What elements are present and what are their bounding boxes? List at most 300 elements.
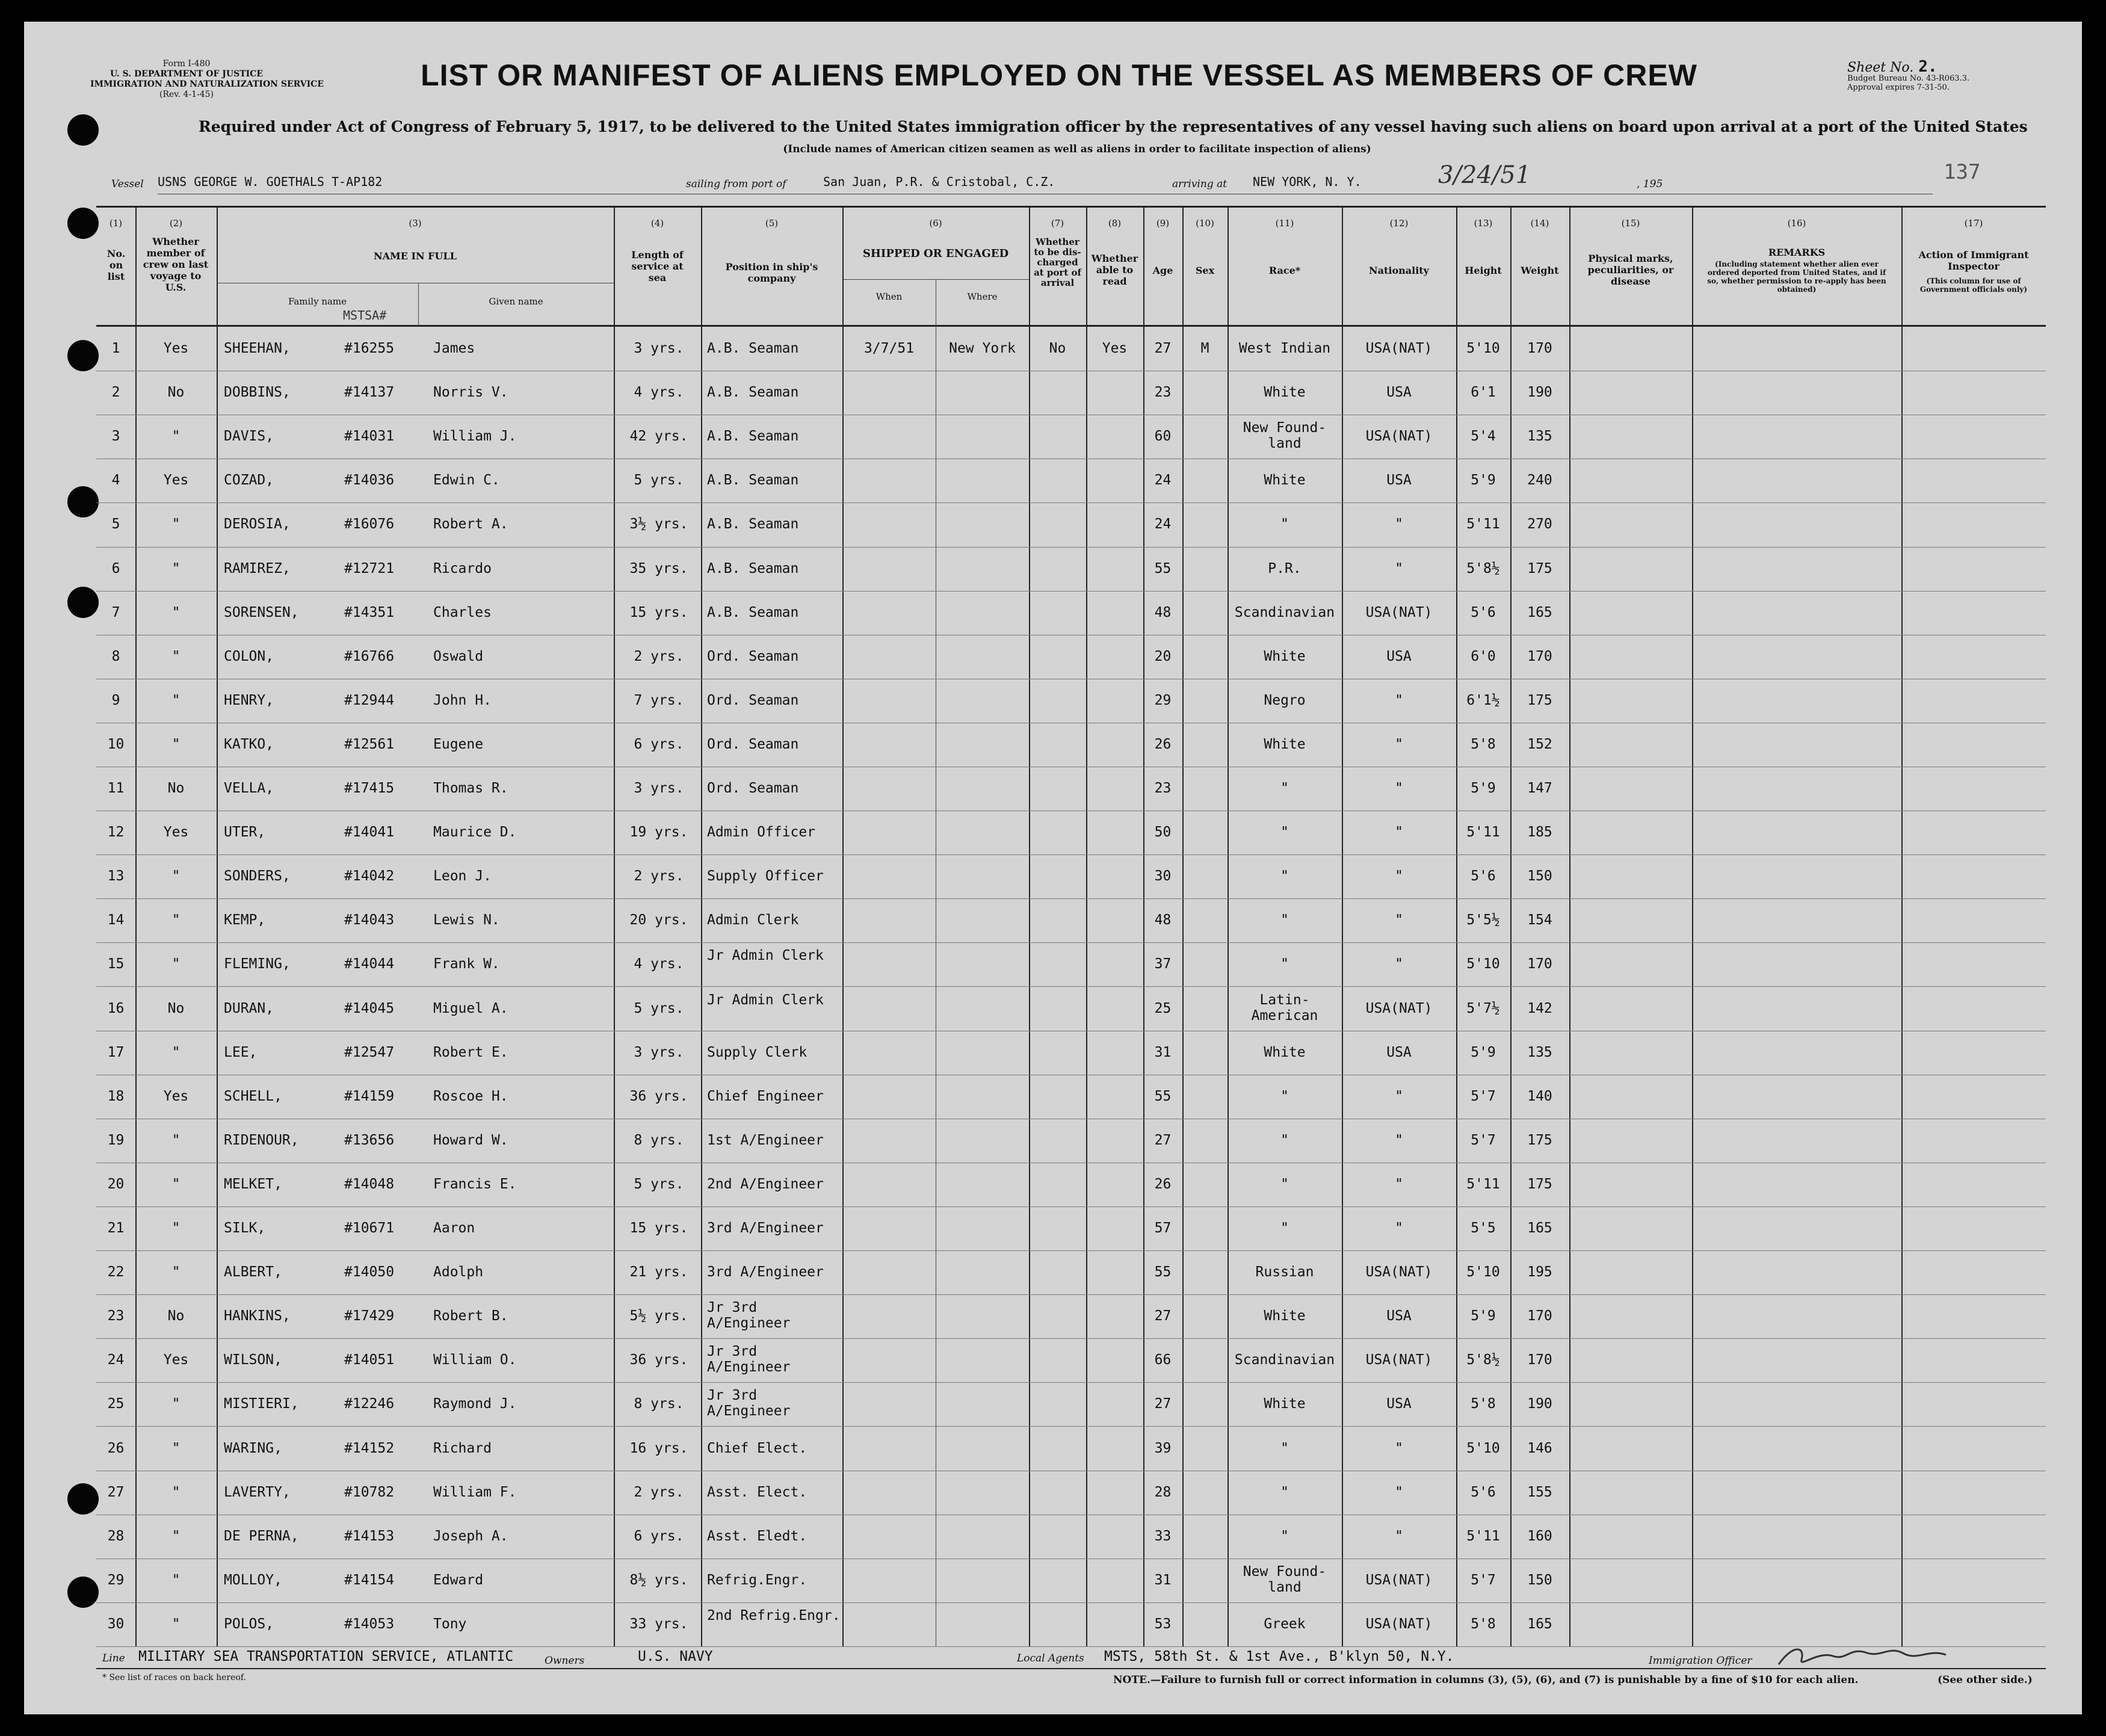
family-name-cell: ALBERT, bbox=[224, 1264, 282, 1280]
col-12-header: Nationality bbox=[1369, 265, 1429, 276]
agents-value: MSTS, 58th St. & 1st Ave., B'klyn 50, N.Y. bbox=[1104, 1649, 1454, 1664]
position-cell: Supply Clerk bbox=[707, 1045, 808, 1060]
col-3b-header: Given name bbox=[489, 296, 543, 307]
race-cell: Scandinavian bbox=[1234, 605, 1335, 620]
given-name-cell: Frank W. bbox=[433, 956, 500, 972]
family-name-cell: KATKO, bbox=[224, 737, 274, 752]
given-name-cell: Roscoe H. bbox=[433, 1089, 508, 1104]
height-cell: 5'10 bbox=[1466, 1441, 1500, 1456]
col-3-header: NAME IN FULL bbox=[373, 250, 457, 262]
sheet-block bbox=[1847, 58, 1970, 92]
column-rule bbox=[1182, 206, 1184, 1647]
position-cell: Jr 3rd A/Engineer bbox=[707, 1344, 791, 1375]
position-cell: Asst. Elect. bbox=[707, 1484, 808, 1500]
punch-hole bbox=[67, 587, 99, 618]
col-5-header: Position in ship's company bbox=[725, 261, 818, 284]
given-name-cell: Miguel A. bbox=[433, 1001, 508, 1016]
position-cell: Chief Elect. bbox=[707, 1441, 808, 1456]
last-voyage-cell: " bbox=[171, 1528, 181, 1544]
family-name-cell: LAVERTY, bbox=[224, 1484, 291, 1500]
last-voyage-cell: " bbox=[171, 1176, 181, 1192]
row-number: 16 bbox=[107, 1001, 125, 1016]
mstsa-number-cell: #10671 bbox=[344, 1220, 395, 1236]
service-length-cell: 15 yrs. bbox=[629, 605, 688, 620]
age-cell: 23 bbox=[1154, 780, 1172, 796]
nationality-cell: USA(NAT) bbox=[1365, 428, 1433, 444]
given-name-cell: Richard bbox=[433, 1441, 492, 1456]
position-cell: A.B. Seaman bbox=[707, 385, 799, 400]
race-cell: " bbox=[1280, 516, 1289, 532]
punch-hole bbox=[67, 340, 99, 371]
race-cell: Greek bbox=[1264, 1616, 1306, 1632]
nationality-cell: " bbox=[1395, 1176, 1403, 1192]
mstsa-number-cell: #14044 bbox=[344, 956, 395, 972]
row-rule bbox=[96, 1250, 2046, 1251]
officer-label: Immigration Officer bbox=[1649, 1655, 1752, 1667]
age-cell: 31 bbox=[1154, 1045, 1172, 1060]
weight-cell: 150 bbox=[1527, 1572, 1552, 1588]
family-name-cell: KEMP, bbox=[224, 912, 266, 928]
service-length-cell: 5½ yrs. bbox=[629, 1308, 688, 1324]
last-voyage-cell: Yes bbox=[163, 341, 189, 356]
service-length-cell: 5 yrs. bbox=[634, 1176, 684, 1192]
height-cell: 5'6 bbox=[1471, 868, 1496, 884]
race-cell: Negro bbox=[1264, 693, 1306, 708]
family-name-cell: SORENSEN, bbox=[224, 605, 299, 620]
service-length-cell: 36 yrs. bbox=[629, 1089, 688, 1104]
nationality-cell: " bbox=[1395, 956, 1403, 972]
row-number: 2 bbox=[111, 385, 120, 400]
service-length-cell: 3½ yrs. bbox=[629, 516, 688, 532]
position-cell: A.B. Seaman bbox=[707, 341, 799, 356]
age-cell: 26 bbox=[1154, 737, 1172, 752]
family-name-cell: UTER, bbox=[224, 824, 266, 840]
last-voyage-cell: " bbox=[171, 737, 181, 752]
position-cell: Refrig.Engr. bbox=[707, 1572, 808, 1588]
column-rule bbox=[614, 206, 615, 1647]
col-3a-handwritten: MSTSA# bbox=[343, 308, 387, 323]
col-16-number: (16) bbox=[1787, 218, 1806, 229]
mstsa-number-cell: #16076 bbox=[344, 516, 395, 532]
race-cell: " bbox=[1280, 780, 1289, 796]
row-number: 1 bbox=[111, 341, 120, 356]
weight-cell: 170 bbox=[1527, 1352, 1552, 1368]
form-number: Form I-480 bbox=[162, 59, 211, 69]
position-cell: Chief Engineer bbox=[707, 1089, 824, 1104]
mstsa-number-cell: #14051 bbox=[344, 1352, 395, 1368]
height-cell: 5'11 bbox=[1466, 824, 1500, 840]
age-cell: 48 bbox=[1154, 912, 1172, 928]
race-cell: " bbox=[1280, 1176, 1289, 1192]
age-cell: 27 bbox=[1154, 1132, 1172, 1148]
race-cell: " bbox=[1280, 1484, 1289, 1500]
height-cell: 5'11 bbox=[1466, 1176, 1500, 1192]
row-rule bbox=[96, 1558, 2046, 1559]
family-name-cell: SILK, bbox=[224, 1220, 266, 1236]
age-cell: 39 bbox=[1154, 1441, 1172, 1456]
last-voyage-cell: " bbox=[171, 1441, 181, 1456]
col-10-number: (10) bbox=[1196, 218, 1214, 229]
row-rule bbox=[96, 1338, 2046, 1339]
age-cell: 27 bbox=[1154, 1396, 1172, 1412]
page-title: LIST OR MANIFEST OF ALIENS EMPLOYED ON THE VESSEL AS MEMBERS OF CREW bbox=[421, 58, 1697, 92]
col-8-number: (8) bbox=[1108, 218, 1122, 229]
nationality-cell: " bbox=[1395, 868, 1403, 884]
nationality-cell: USA bbox=[1386, 1045, 1412, 1060]
weight-cell: 175 bbox=[1527, 1176, 1552, 1192]
weight-cell: 190 bbox=[1527, 1396, 1552, 1412]
mstsa-number-cell: #14351 bbox=[344, 605, 395, 620]
sailing-label: sailing from port of bbox=[686, 178, 786, 190]
given-name-cell: Edward bbox=[433, 1572, 484, 1588]
weight-cell: 142 bbox=[1527, 1001, 1552, 1016]
nationality-cell: USA bbox=[1386, 472, 1412, 488]
race-cell: White bbox=[1264, 1396, 1306, 1412]
row-rule bbox=[96, 591, 2046, 592]
footer-rule bbox=[96, 1668, 2046, 1669]
arrival-date-handwritten: 3/24/51 bbox=[1438, 161, 1531, 189]
column-rule bbox=[1086, 206, 1087, 1647]
service-length-cell: 3 yrs. bbox=[634, 341, 684, 356]
position-cell: Jr 3rd A/Engineer bbox=[707, 1388, 791, 1419]
col-11-number: (11) bbox=[1275, 218, 1294, 229]
last-voyage-cell: " bbox=[171, 1220, 181, 1236]
family-name-cell: COZAD, bbox=[224, 472, 274, 488]
given-name-cell: William F. bbox=[433, 1484, 517, 1500]
height-cell: 5'10 bbox=[1466, 1264, 1500, 1280]
nationality-cell: USA bbox=[1386, 1396, 1412, 1412]
vessel-name: USNS GEORGE W. GOETHALS T-AP182 bbox=[158, 175, 383, 189]
service-length-cell: 5 yrs. bbox=[634, 1001, 684, 1016]
height-cell: 5'8 bbox=[1471, 737, 1496, 752]
race-cell: " bbox=[1280, 868, 1289, 884]
weight-cell: 154 bbox=[1527, 912, 1552, 928]
col-13-header: Height bbox=[1465, 265, 1502, 276]
mstsa-number-cell: #13656 bbox=[344, 1132, 395, 1148]
col-17-subheader: (This column for use of Government officials only) bbox=[1919, 277, 2028, 294]
age-cell: 27 bbox=[1154, 341, 1172, 356]
last-voyage-cell: " bbox=[171, 605, 181, 620]
family-name-cell: FLEMING, bbox=[224, 956, 291, 972]
age-cell: 27 bbox=[1154, 1308, 1172, 1324]
height-cell: 5'10 bbox=[1466, 956, 1500, 972]
service-length-cell: 15 yrs. bbox=[629, 1220, 688, 1236]
row-number: 15 bbox=[107, 956, 125, 972]
see-other-side: (See other side.) bbox=[1938, 1674, 2033, 1686]
mstsa-number-cell: #12944 bbox=[344, 693, 395, 708]
race-cell: White bbox=[1264, 1045, 1306, 1060]
weight-cell: 135 bbox=[1527, 1045, 1552, 1060]
mstsa-number-cell: #14050 bbox=[344, 1264, 395, 1280]
position-cell: Asst. Eledt. bbox=[707, 1528, 808, 1544]
penalty-note: NOTE.—Failure to furnish full or correct information in columns (3), (5), (6), and (7) is punishable by a fine of $10 for each alien. bbox=[1113, 1674, 1859, 1686]
form-identification bbox=[90, 59, 324, 100]
position-cell: A.B. Seaman bbox=[707, 472, 799, 488]
service-length-cell: 3 yrs. bbox=[634, 1045, 684, 1060]
given-name-cell: Lewis N. bbox=[433, 912, 500, 928]
row-number: 10 bbox=[107, 737, 125, 752]
nationality-cell: USA bbox=[1386, 385, 1412, 400]
given-name-cell: Maurice D. bbox=[433, 824, 517, 840]
family-name-cell: MISTIERI, bbox=[224, 1396, 299, 1412]
family-name-cell: DOBBINS, bbox=[224, 385, 291, 400]
height-cell: 5'8½ bbox=[1466, 561, 1500, 576]
weight-cell: 170 bbox=[1527, 956, 1552, 972]
age-cell: 55 bbox=[1154, 1089, 1172, 1104]
row-number: 27 bbox=[107, 1484, 125, 1500]
arriving-label: arriving at bbox=[1172, 178, 1227, 190]
nationality-cell: USA(NAT) bbox=[1365, 1572, 1433, 1588]
row-number: 22 bbox=[107, 1264, 125, 1280]
position-cell: Jr 3rd A/Engineer bbox=[707, 1300, 791, 1331]
race-cell: " bbox=[1280, 1441, 1289, 1456]
race-cell: " bbox=[1280, 824, 1289, 840]
position-cell: Ord. Seaman bbox=[707, 780, 799, 796]
shipped-when-cell: 3/7/51 bbox=[863, 341, 915, 356]
family-name-cell: SHEEHAN, bbox=[224, 341, 291, 356]
race-cell: West Indian bbox=[1238, 341, 1331, 356]
col-8-header: Whether able to read bbox=[1091, 253, 1138, 287]
mstsa-number-cell: #12246 bbox=[344, 1396, 395, 1412]
nationality-cell: " bbox=[1395, 737, 1403, 752]
weight-cell: 155 bbox=[1527, 1484, 1552, 1500]
last-voyage-cell: " bbox=[171, 956, 181, 972]
age-cell: 24 bbox=[1154, 472, 1172, 488]
position-cell: 3rd A/Engineer bbox=[707, 1264, 824, 1280]
service-length-cell: 8 yrs. bbox=[634, 1396, 684, 1412]
mstsa-number-cell: #14159 bbox=[344, 1089, 395, 1104]
position-cell: A.B. Seaman bbox=[707, 605, 799, 620]
weight-cell: 175 bbox=[1527, 693, 1552, 708]
row-number: 18 bbox=[107, 1089, 125, 1104]
mstsa-number-cell: #14031 bbox=[344, 428, 395, 444]
given-name-cell: Francis E. bbox=[433, 1176, 517, 1192]
sex-cell: M bbox=[1200, 341, 1209, 356]
nationality-cell: USA(NAT) bbox=[1365, 1352, 1433, 1368]
sailing-port: San Juan, P.R. & Cristobal, C.Z. bbox=[823, 175, 1055, 189]
col-9-header: Age bbox=[1152, 265, 1173, 276]
mstsa-number-cell: #17429 bbox=[344, 1308, 395, 1324]
given-name-cell: Howard W. bbox=[433, 1132, 508, 1148]
height-cell: 6'1 bbox=[1471, 385, 1496, 400]
family-name-cell: WILSON, bbox=[224, 1352, 282, 1368]
service-length-cell: 35 yrs. bbox=[629, 561, 688, 576]
nationality-cell: USA(NAT) bbox=[1365, 605, 1433, 620]
race-cell: Latin-American bbox=[1251, 992, 1318, 1024]
service-length-cell: 20 yrs. bbox=[629, 912, 688, 928]
column-rule bbox=[1029, 206, 1030, 1647]
punch-hole bbox=[67, 1577, 99, 1608]
race-cell: White bbox=[1264, 385, 1306, 400]
height-cell: 5'8 bbox=[1471, 1616, 1496, 1632]
family-name-cell: DE PERNA, bbox=[224, 1528, 299, 1544]
mstsa-number-cell: #12721 bbox=[344, 561, 395, 576]
last-voyage-cell: " bbox=[171, 693, 181, 708]
row-number: 7 bbox=[111, 605, 120, 620]
position-cell: Supply Officer bbox=[707, 868, 824, 884]
col-10-header: Sex bbox=[1195, 265, 1215, 276]
row-number: 17 bbox=[107, 1045, 125, 1060]
height-cell: 5'9 bbox=[1471, 472, 1496, 488]
nationality-cell: " bbox=[1395, 824, 1403, 840]
race-cell: New Found-land bbox=[1243, 1564, 1327, 1595]
punch-hole bbox=[67, 1483, 99, 1515]
vessel-label: Vessel bbox=[111, 178, 144, 190]
nationality-cell: USA(NAT) bbox=[1365, 1616, 1433, 1632]
family-name-cell: DURAN, bbox=[224, 1001, 274, 1016]
col-16-header: REMARKS bbox=[1768, 247, 1826, 258]
row-number: 11 bbox=[107, 780, 125, 796]
requirement-text: Required under Act of Congress of February 5, 1917, to be delivered to the United States immigration officer by the representatives of any vessel having such aliens on board upon arrival at a port of the United States bbox=[199, 118, 2028, 135]
service-length-cell: 3 yrs. bbox=[634, 780, 684, 796]
given-name-cell: Tony bbox=[433, 1616, 467, 1632]
family-name-cell: RAMIREZ, bbox=[224, 561, 291, 576]
budget-number: Budget Bureau No. 43-R063.3. bbox=[1847, 74, 1970, 83]
mstsa-number-cell: #10782 bbox=[344, 1484, 395, 1500]
column-rule bbox=[701, 206, 702, 1647]
race-cell: Russian bbox=[1255, 1264, 1314, 1280]
column-rule bbox=[217, 206, 218, 1647]
col-6b-header: Where bbox=[967, 291, 998, 302]
weight-cell: 140 bbox=[1527, 1089, 1552, 1104]
given-name-cell: Raymond J. bbox=[433, 1396, 517, 1412]
col-6a-header: When bbox=[875, 291, 903, 302]
last-voyage-cell: No bbox=[167, 385, 185, 400]
position-cell: Ord. Seaman bbox=[707, 737, 799, 752]
race-cell: " bbox=[1280, 1528, 1289, 1544]
weight-cell: 150 bbox=[1527, 868, 1552, 884]
row-rule bbox=[96, 898, 2046, 899]
weight-cell: 135 bbox=[1527, 428, 1552, 444]
service-length-cell: 6 yrs. bbox=[634, 1528, 684, 1544]
race-cell: White bbox=[1264, 649, 1306, 664]
col-6-number: (6) bbox=[929, 218, 942, 229]
row-rule bbox=[96, 854, 2046, 855]
family-name-cell: POLOS, bbox=[224, 1616, 274, 1632]
col-3a-header: Family name bbox=[288, 296, 347, 307]
line-value: MILITARY SEA TRANSPORTATION SERVICE, ATLANTIC bbox=[138, 1649, 514, 1664]
race-cell: " bbox=[1280, 1220, 1289, 1236]
mstsa-number-cell: #14154 bbox=[344, 1572, 395, 1588]
col-2-header: Whether member of crew on last voyage to U.S. bbox=[143, 236, 209, 293]
weight-cell: 270 bbox=[1527, 516, 1552, 532]
col-9-number: (9) bbox=[1156, 218, 1170, 229]
position-cell: 2nd Refrig.Engr. bbox=[707, 1608, 841, 1623]
age-cell: 53 bbox=[1154, 1616, 1172, 1632]
height-cell: 5'7 bbox=[1471, 1132, 1496, 1148]
height-cell: 5'7 bbox=[1471, 1572, 1496, 1588]
weight-cell: 160 bbox=[1527, 1528, 1552, 1544]
nationality-cell: " bbox=[1395, 1132, 1403, 1148]
position-cell: 1st A/Engineer bbox=[707, 1132, 824, 1148]
row-number: 28 bbox=[107, 1528, 125, 1544]
weight-cell: 240 bbox=[1527, 472, 1552, 488]
table-top-rule bbox=[96, 206, 2046, 208]
row-number: 25 bbox=[107, 1396, 125, 1412]
last-voyage-cell: Yes bbox=[163, 1089, 189, 1104]
height-cell: 5'8 bbox=[1471, 1396, 1496, 1412]
row-rule bbox=[96, 502, 2046, 503]
col-7-number: (7) bbox=[1051, 218, 1064, 229]
family-name-cell: MELKET, bbox=[224, 1176, 282, 1192]
race-cell: New Found-land bbox=[1243, 420, 1327, 451]
family-name-cell: DAVIS, bbox=[224, 428, 274, 444]
given-name-cell: Robert A. bbox=[433, 516, 508, 532]
col-1-number: (1) bbox=[109, 218, 123, 229]
weight-cell: 152 bbox=[1527, 737, 1552, 752]
row-number: 9 bbox=[111, 693, 120, 708]
last-voyage-cell: No bbox=[167, 1308, 185, 1324]
last-voyage-cell: " bbox=[171, 1045, 181, 1060]
family-name-cell: SCHELL, bbox=[224, 1089, 282, 1104]
row-number: 19 bbox=[107, 1132, 125, 1148]
age-cell: 48 bbox=[1154, 605, 1172, 620]
revision: (Rev. 4-1-45) bbox=[159, 90, 214, 99]
weight-cell: 170 bbox=[1527, 1308, 1552, 1324]
given-name-cell: John H. bbox=[433, 693, 492, 708]
row-number: 14 bbox=[107, 912, 125, 928]
weight-cell: 165 bbox=[1527, 1220, 1552, 1236]
service-length-cell: 42 yrs. bbox=[629, 428, 688, 444]
age-cell: 50 bbox=[1154, 824, 1172, 840]
race-cell: White bbox=[1264, 737, 1306, 752]
able-to-read-cell: Yes bbox=[1102, 341, 1128, 356]
nationality-cell: USA(NAT) bbox=[1365, 341, 1433, 356]
owners-value: U.S. NAVY bbox=[638, 1649, 713, 1664]
col-15-header: Physical marks, peculiarities, or disease bbox=[1587, 253, 1674, 287]
service-length-cell: 4 yrs. bbox=[634, 385, 684, 400]
height-cell: 5'7 bbox=[1471, 1089, 1496, 1104]
family-name-cell: COLON, bbox=[224, 649, 274, 664]
nationality-cell: " bbox=[1395, 1484, 1403, 1500]
family-name-cell: DEROSIA, bbox=[224, 516, 291, 532]
header-bottom-rule bbox=[96, 325, 2046, 327]
col-17-number: (17) bbox=[1964, 218, 1983, 229]
col-4-header: Length of service at sea bbox=[631, 249, 684, 283]
last-voyage-cell: Yes bbox=[163, 1352, 189, 1368]
col-6-header: SHIPPED OR ENGAGED bbox=[862, 247, 1009, 260]
service-length-cell: 8½ yrs. bbox=[629, 1572, 688, 1588]
column-rule bbox=[1569, 206, 1570, 1647]
given-name-cell: Robert E. bbox=[433, 1045, 508, 1060]
last-voyage-cell: " bbox=[171, 1132, 181, 1148]
mstsa-number-cell: #14137 bbox=[344, 385, 395, 400]
row-rule bbox=[96, 942, 2046, 943]
service-length-cell: 7 yrs. bbox=[634, 693, 684, 708]
department: U. S. DEPARTMENT OF JUSTICE bbox=[110, 69, 263, 79]
last-voyage-cell: " bbox=[171, 561, 181, 576]
row-number: 3 bbox=[111, 428, 120, 444]
owners-label: Owners bbox=[545, 1655, 585, 1667]
family-name-cell: SONDERS, bbox=[224, 868, 291, 884]
col-15-number: (15) bbox=[1621, 218, 1640, 229]
col-3-number: (3) bbox=[409, 218, 422, 229]
crew-table bbox=[96, 206, 2046, 1647]
family-name-cell: LEE, bbox=[224, 1045, 258, 1060]
age-cell: 28 bbox=[1154, 1484, 1172, 1500]
age-cell: 24 bbox=[1154, 516, 1172, 532]
service-length-cell: 16 yrs. bbox=[629, 1441, 688, 1456]
weight-cell: 190 bbox=[1527, 385, 1552, 400]
given-name-cell: Charles bbox=[433, 605, 492, 620]
given-name-cell: Oswald bbox=[433, 649, 484, 664]
row-rule bbox=[96, 1206, 2046, 1207]
mstsa-number-cell: #17415 bbox=[344, 780, 395, 796]
family-name-cell: MOLLOY, bbox=[224, 1572, 282, 1588]
column-rule bbox=[1901, 206, 1903, 1647]
height-cell: 5'11 bbox=[1466, 516, 1500, 532]
height-cell: 5'7½ bbox=[1466, 1001, 1500, 1016]
